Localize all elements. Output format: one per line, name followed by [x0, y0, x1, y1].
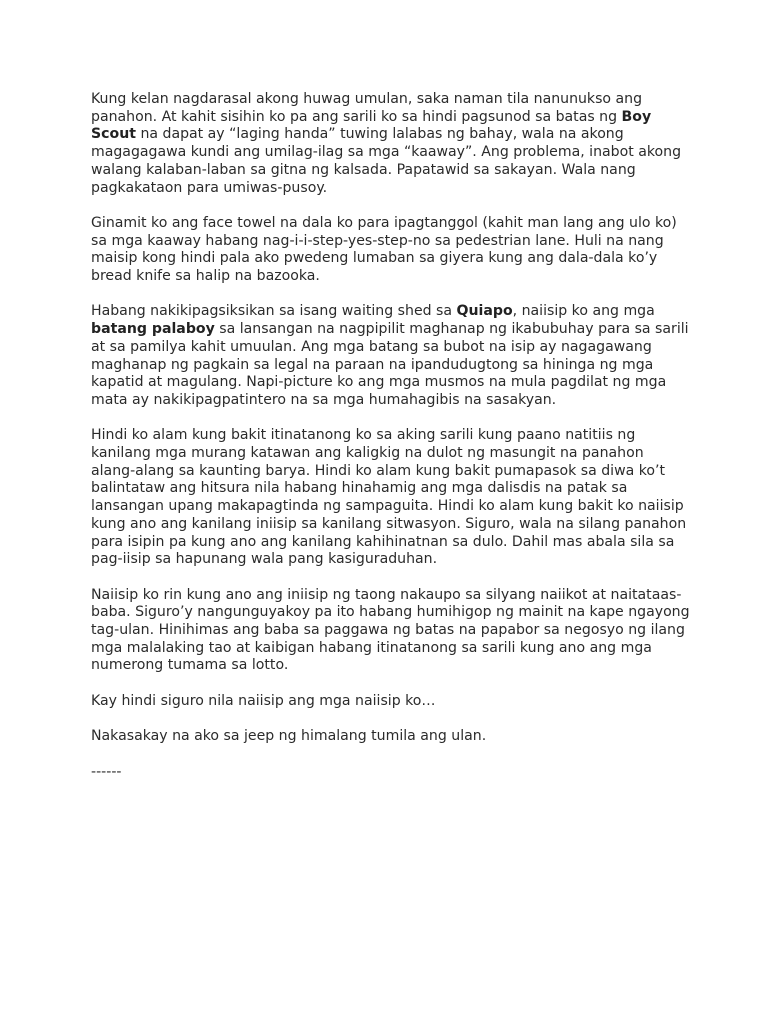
text-run: Kay hindi siguro nila naiisip ang mga naiisip ko… [91, 692, 436, 709]
text-run: sa lansangan na nagpipilit maghanap ng ikabubuhay para sa sarili at sa pamilya kahit umuulan. Ang mga batang sa bubot na isip ay nagagawang maghanap ng pagkain sa legal na paraan na ipandudugtong sa hininga ng mga kapatid at magulang. Napi-picture ko ang mga musmos na mula pagdilat ng mga mata ay nakikipagpatintero na sa mga humahagibis na sasakyan. [91, 321, 689, 408]
paragraph [91, 693, 691, 711]
bold-text: batang palaboy [91, 321, 215, 338]
document-body [91, 91, 691, 799]
text-run: na dapat ay “laging handa” tuwing lalabas ng bahay, wala na akong magagagawa kundi ang umilag-ilag sa mga “kaaway”. Ang problema, inabot akong walang kalaban-laban sa gitna ng kalsada. Papatawid sa sakayan. Wala nang pagkakataon para umiwas-pusoy. [91, 126, 682, 196]
text-run: Habang nakikipagsiksikan sa isang waiting shed sa [91, 303, 457, 320]
paragraph [91, 587, 691, 676]
paragraph [91, 91, 691, 197]
separator [91, 764, 691, 782]
text-run: Nakasakay na ako sa jeep ng himalang tumila ang ulan. [91, 728, 487, 745]
paragraph [91, 427, 691, 569]
text-run: Naiisip ko rin kung ano ang iniisip ng taong nakaupo sa silyang naiikot at naitataas-baba. Siguro’y nangunguyakoy pa ito habang humihigop ng mainit na kape ngayong tag-ulan. Hinihimas ang baba sa paggawa ng batas na papabor sa negosyo ng ilang mga malalaking tao at kaibigan habang itinatanong sa sarili kung ano ang mga numerong tumama sa lotto. [91, 586, 690, 674]
text-run: Kung kelan nagdarasal akong huwag umulan, saka naman tila nanunukso ang panahon. At kahit sisihin ko pa ang sarili ko sa hindi pagsunod sa batas ng [91, 91, 643, 125]
text-run: Hindi ko alam kung bakit itinatanong ko sa aking sarili kung paano natitiis ng kanilang mga murang katawan ang kaligkig na dulot ng masungit na panahon alang-alang sa kaunting barya. Hindi ko alam kung bakit pumapasok sa diwa ko’t balintataw ang hitsura nila habang hinahamig ang mga dalisdis na patak sa lansangan upang makapagtinda ng sampaguita. Hindi ko alam kung bakit ko naiisip kung ano ang kanilang iniisip sa kanilang sitwasyon. Siguro, wala na silang panahon para isipin pa kung ano ang kanilang kahihinatnan sa dulo. Dahil mas abala sila sa pag-iisip sa hapunang wala pang kasiguraduhan. [91, 427, 687, 568]
bold-text: Boy Scout [91, 108, 652, 143]
paragraph [91, 303, 691, 409]
paragraph [91, 215, 691, 286]
text-run: , naiisip ko ang mga [512, 303, 655, 320]
paragraph [91, 728, 691, 746]
text-run: ------ [91, 763, 122, 780]
text-run: Ginamit ko ang face towel na dala ko para ipagtanggol (kahit man lang ang ulo ko) sa mga kaaway habang nag-i-i-step-yes-step-no sa pedestrian lane. Huli na nang maisip kong hindi pala ako pwedeng lumaban sa giyera kung ang dala-dala ko’y bread knife sa halip na bazooka. [91, 214, 677, 285]
bold-text: Quiapo [456, 303, 513, 320]
